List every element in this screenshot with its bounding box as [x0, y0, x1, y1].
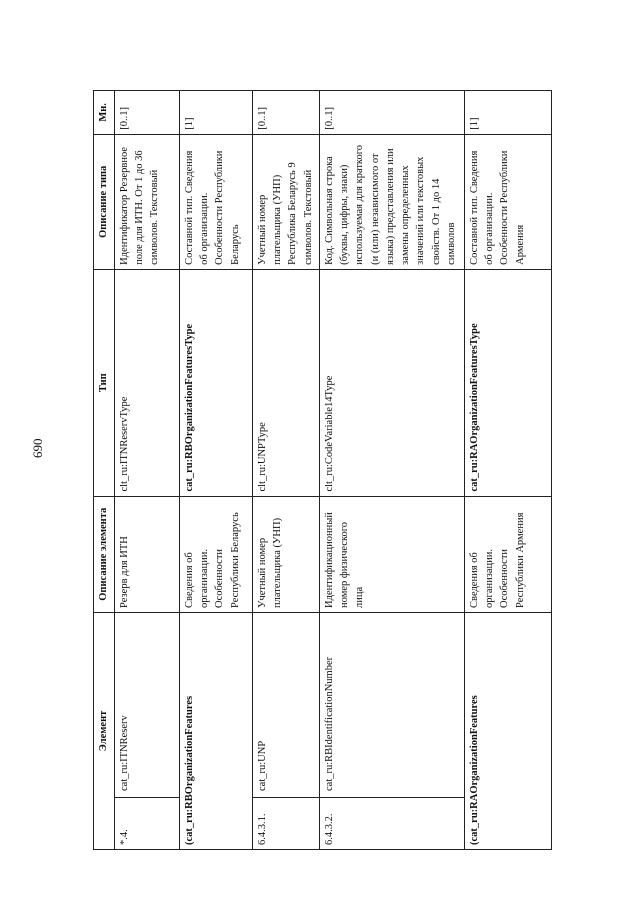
element-name: cat_ru:RBIdentificationNumber: [324, 656, 335, 791]
row-number: 6.4.3.2.: [320, 797, 464, 849]
element-cell: [115, 612, 180, 849]
element-table: [93, 90, 552, 850]
type-name: clt_ru:UNPType: [253, 269, 320, 496]
type-name: cat_ru:RAOrganizationFeaturesType: [465, 269, 552, 496]
element-name: cat_ru:UNP: [257, 740, 268, 791]
rotated-table-stage: [93, 90, 533, 850]
element-cell: [320, 612, 465, 849]
element-desc: Резерв для ИТН: [115, 496, 180, 612]
type-desc: Код. Символьная строка (буквы, цифры, знаки) используемая для краткого (и (или) независимого от языка) представления или замены определенных значений или текстовых свойств. От 1 до 14 символов: [320, 134, 465, 269]
header-element: Элемент: [94, 612, 115, 849]
element-desc: Сведения об организации. Особенности Республики Армения: [465, 496, 552, 612]
type-desc: Составной тип. Сведения об организации. Особенности Республики Беларусь: [180, 134, 253, 269]
multiplicity: [1]: [180, 91, 253, 135]
element-name: (cat_ru:RBOrganizationFeatures: [180, 612, 253, 849]
type-desc: Составной тип. Сведения об организации. Особенности Республики Армения: [465, 134, 552, 269]
multiplicity: [0..1]: [253, 91, 320, 135]
header-type-desc: Описание типа: [94, 134, 115, 269]
element-cell: [253, 612, 320, 849]
row-number: *.4.: [115, 797, 179, 849]
page-number: 690: [30, 438, 45, 458]
type-desc: Учетный номер плательщика (УНП) Республика Беларусь 9 символов. Текстовый: [253, 134, 320, 269]
table-row: [115, 91, 180, 850]
multiplicity: [0..1]: [320, 91, 465, 135]
element-desc: Учетный номер плательщика (УНП): [253, 496, 320, 612]
table-row: [253, 91, 320, 850]
type-desc: Идентификатор Резервное поле для ИТН. От 1 до 36 символов. Текстовый: [115, 134, 180, 269]
multiplicity: [0..1]: [115, 91, 180, 135]
header-type: Тип: [94, 269, 115, 496]
header-element-desc: Описание элемента: [94, 496, 115, 612]
table-row: [465, 91, 552, 850]
table-row: [320, 91, 465, 850]
element-name: (cat_ru:RAOrganizationFeatures: [465, 612, 552, 849]
row-number: 6.4.3.1.: [253, 797, 319, 849]
type-name: clt_ru:CodeVariable14Type: [320, 269, 465, 496]
multiplicity: [1]: [465, 91, 552, 135]
type-name: clt_ru:ITNReservType: [115, 269, 180, 496]
header-mn: Мн.: [94, 91, 115, 135]
element-name: cat_ru:ITNReserv: [119, 715, 130, 791]
element-desc: Идентификационный номер физического лица: [320, 496, 465, 612]
table-row: [180, 91, 253, 850]
type-name: cat_ru:RBOrganizationFeaturesType: [180, 269, 253, 496]
element-desc: Сведения об организации. Особенности Республики Беларусь: [180, 496, 253, 612]
table-header-row: [94, 91, 115, 850]
